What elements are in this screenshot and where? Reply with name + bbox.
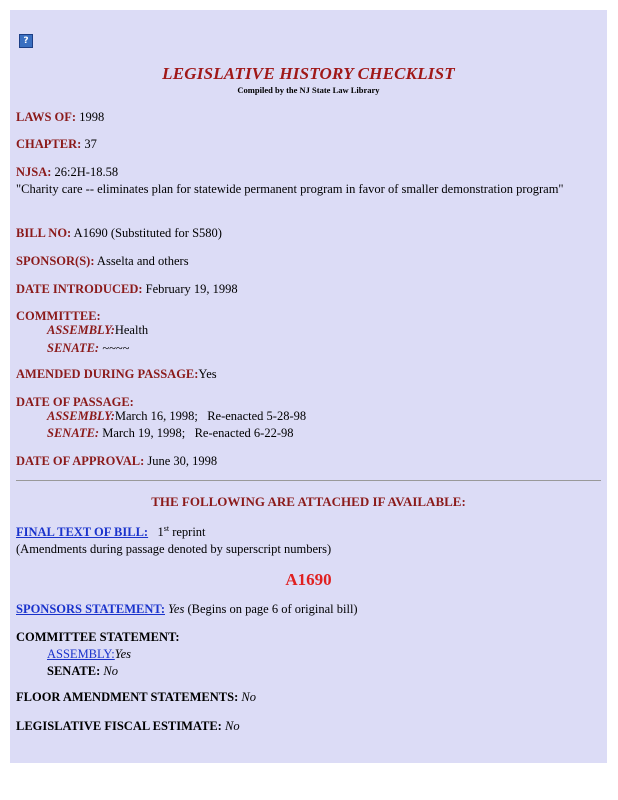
cs-assembly-row — [47, 647, 131, 662]
sponsors-statement-yes: Yes — [168, 602, 185, 616]
passage-senate-row — [47, 426, 294, 441]
fiscal-estimate-label: LEGISLATIVE FISCAL ESTIMATE: — [16, 719, 222, 733]
sponsors-statement-note: (Begins on page 6 of original bill) — [187, 602, 358, 616]
date-of-passage-label: DATE OF PASSAGE: — [16, 395, 134, 409]
floor-amendment-label: FLOOR AMENDMENT STATEMENTS: — [16, 690, 239, 704]
committee-assembly-row — [47, 323, 148, 338]
amended-row — [16, 367, 217, 382]
njsa-label: NJSA: — [16, 165, 52, 179]
committee-assembly-label: ASSEMBLY: — [47, 323, 115, 337]
section-divider — [16, 480, 601, 481]
committee-statement-row — [16, 630, 180, 645]
date-of-approval-value: June 30, 1998 — [147, 454, 218, 468]
laws-of-label: LAWS OF: — [16, 110, 77, 124]
committee-senate-value: ~~~~ — [102, 341, 130, 355]
reprint-number: 1 — [157, 525, 164, 540]
help-icon[interactable]: ? — [19, 34, 33, 48]
checklist-page — [10, 10, 607, 763]
passage-assembly-label: ASSEMBLY: — [47, 409, 115, 423]
committee-senate-row — [47, 341, 129, 356]
date-of-approval-row — [16, 454, 217, 469]
date-introduced-value: February 19, 1998 — [145, 282, 238, 296]
bill-no-label: BILL NO: — [16, 226, 72, 240]
laws-of-value: 1998 — [79, 110, 105, 124]
bill-no-value: A1690 (Substituted for S580) — [73, 226, 222, 240]
page-subtitle: Compiled by the NJ State Law Library — [237, 85, 380, 95]
sponsors-label: SPONSOR(S): — [16, 254, 95, 268]
chapter-value: 37 — [84, 137, 97, 151]
passage-senate-label: SENATE: — [47, 426, 100, 440]
page-title: LEGISLATIVE HISTORY CHECKLIST — [162, 64, 455, 83]
committee-statement-label: COMMITTEE STATEMENT: — [16, 630, 180, 644]
cs-senate-row — [47, 664, 118, 679]
cs-assembly-link[interactable]: ASSEMBLY: — [47, 647, 115, 661]
date-introduced-row — [16, 282, 238, 297]
passage-senate-value: March 19, 1998; Re-enacted 6-22-98 — [99, 426, 294, 440]
sponsors-statement-link[interactable]: SPONSORS STATEMENT: — [16, 602, 165, 616]
fiscal-estimate-value: No — [224, 719, 240, 733]
date-of-approval-label: DATE OF APPROVAL: — [16, 454, 145, 468]
attached-heading: THE FOLLOWING ARE ATTACHED IF AVAILABLE: — [151, 494, 466, 509]
njsa-value: 26:2H-18.58 — [54, 165, 119, 179]
laws-of-row — [16, 110, 104, 125]
cs-senate-label: SENATE: — [47, 664, 101, 678]
bill-description: "Charity care -- eliminates plan for statewide permanent program in favor of smaller demonstration program" — [16, 182, 564, 196]
bill-heading: A1690 — [285, 570, 332, 589]
chapter-row — [16, 137, 97, 152]
committee-row — [16, 309, 101, 324]
passage-assembly-value: March 16, 1998; Re-enacted 5-28-98 — [114, 409, 307, 423]
date-introduced-label: DATE INTRODUCED: — [16, 282, 143, 296]
amend-note: (Amendments during passage denoted by superscript numbers) — [16, 542, 332, 556]
amended-value: Yes — [198, 367, 217, 381]
sponsors-statement-row — [16, 602, 358, 617]
bill-no-row — [16, 226, 222, 241]
amended-label: AMENDED DURING PASSAGE: — [16, 367, 199, 381]
cs-assembly-value: Yes — [114, 647, 131, 661]
reprint-word: reprint — [172, 525, 206, 540]
cs-senate-value: No — [103, 664, 118, 678]
floor-amendment-value: No — [241, 690, 256, 704]
floor-amendment-row — [16, 690, 256, 705]
committee-senate-label: SENATE: — [47, 341, 100, 355]
fiscal-estimate-row — [16, 719, 240, 734]
sponsors-value: Asselta and others — [96, 254, 189, 268]
passage-assembly-row — [47, 409, 306, 424]
final-text-row — [16, 524, 206, 540]
committee-assembly-value: Health — [114, 323, 149, 337]
committee-label: COMMITTEE: — [16, 309, 101, 323]
reprint-superscript: st — [163, 524, 170, 533]
final-text-link[interactable]: FINAL TEXT OF BILL: — [16, 525, 149, 540]
chapter-label: CHAPTER: — [16, 137, 82, 151]
njsa-row — [16, 165, 118, 180]
sponsors-row — [16, 254, 189, 269]
date-of-passage-row — [16, 395, 134, 410]
